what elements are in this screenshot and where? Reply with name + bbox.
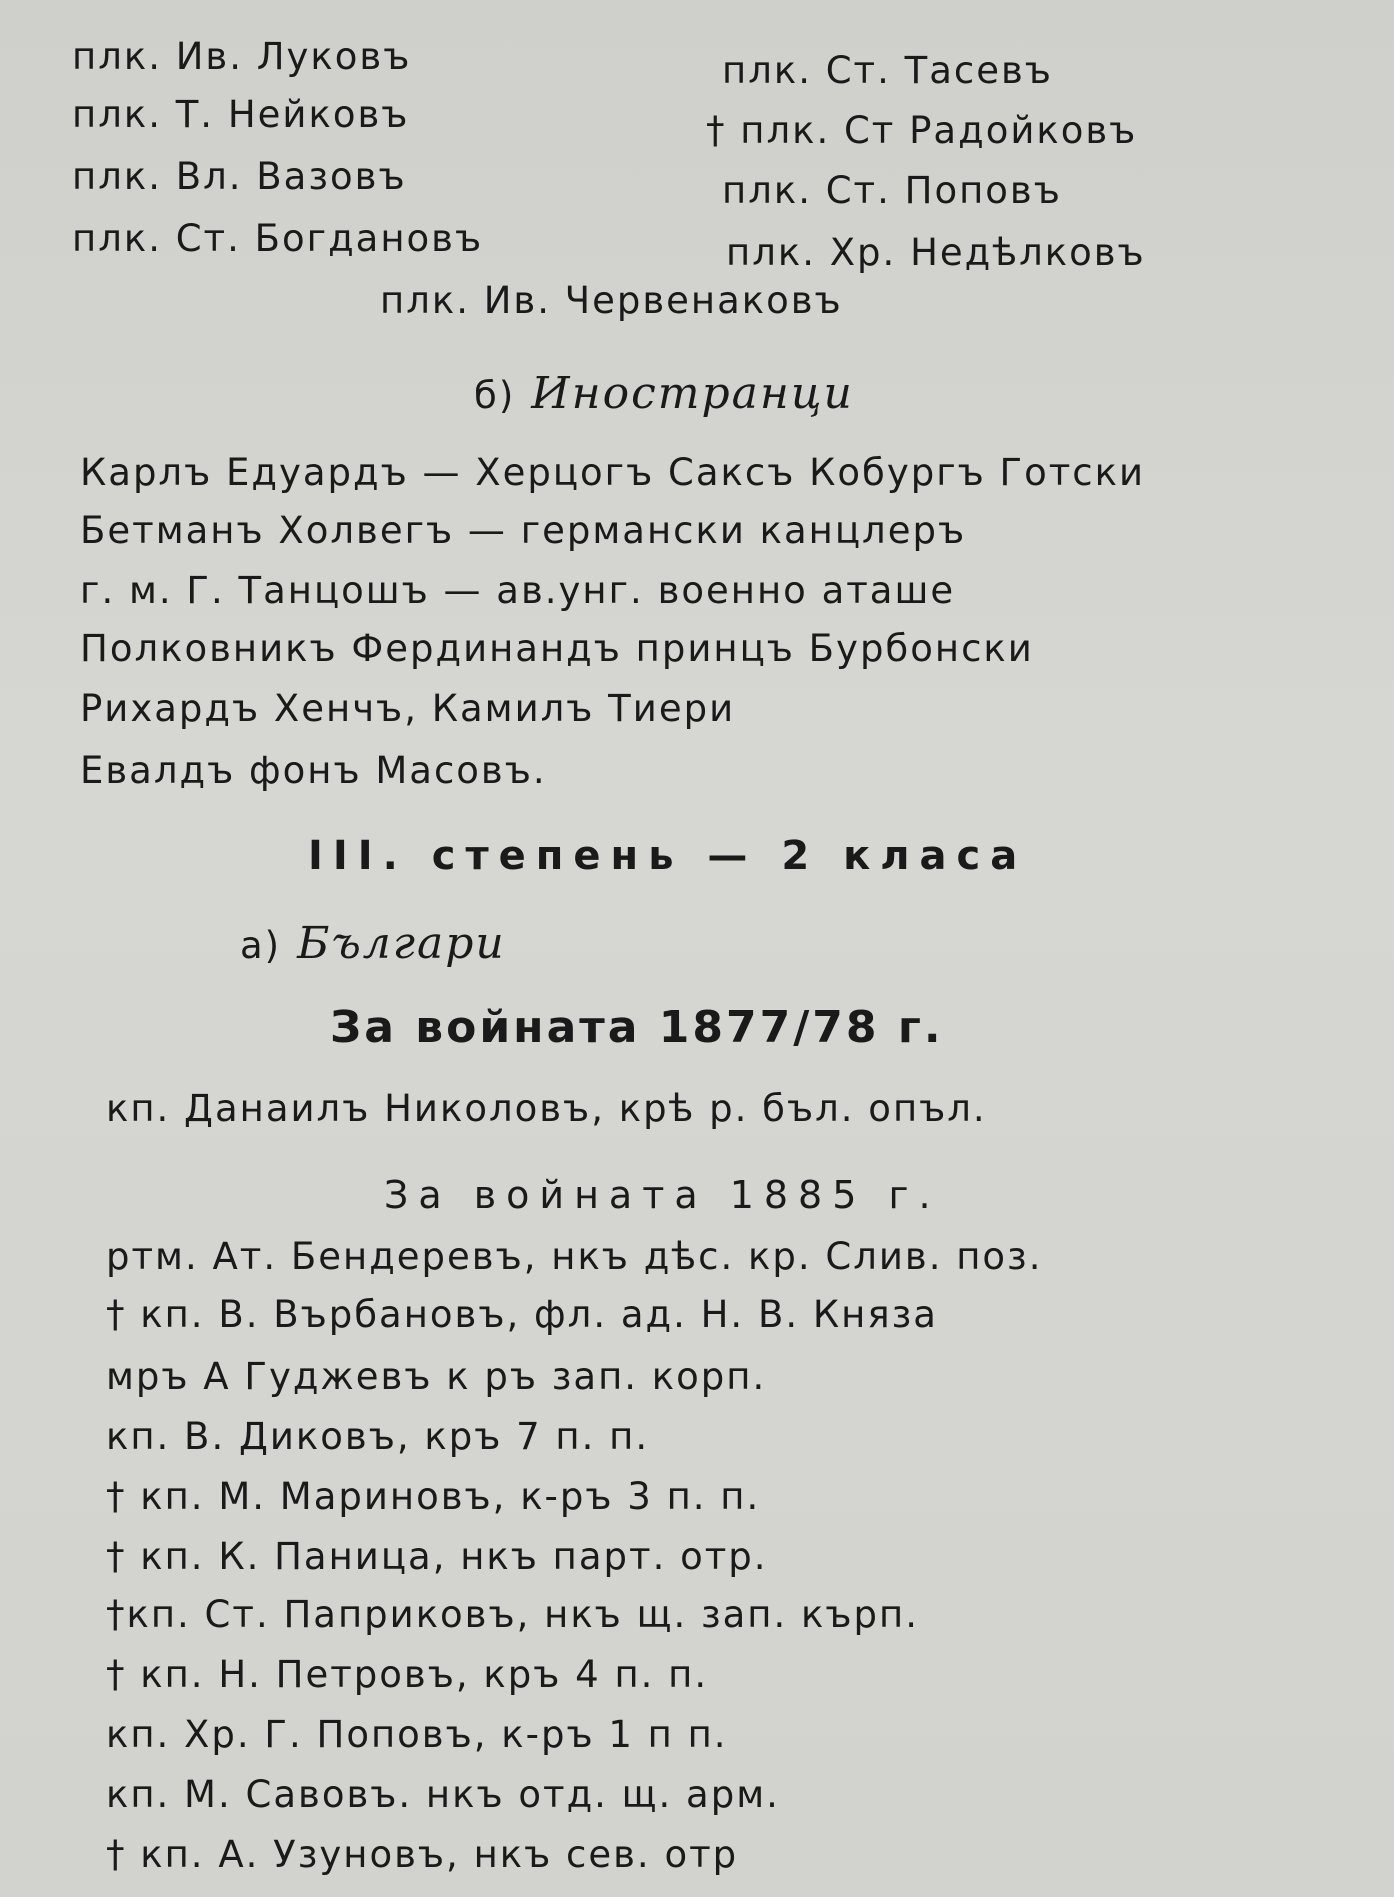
war-1885-entry: † кп. К. Паница, нкъ парт. отр. [106,1535,768,1578]
war-1885-entry: † кп. М. Мариновъ, к-ръ 3 п. п. [106,1475,761,1518]
war-1877-entry: кп. Данаилъ Николовъ, крѣ р. бъл. опъл. [106,1087,987,1130]
degree-heading: III. степень — 2 класа [308,833,1028,879]
top-list-center-item: плк. Ив. Червенаковъ [380,279,843,322]
war-1885-entry: мръ А Гуджевъ к ръ зап. корп. [106,1355,767,1398]
foreigners-label: б) [474,374,516,417]
foreigner-entry: Евалдъ фонъ Масовъ. [80,749,547,792]
war-1877-heading: За войната 1877/78 г. [330,1002,944,1053]
bulgarians-title: Българи [297,918,506,969]
war-1885-entry: † кп. В. Върбановъ, фл. ад. Н. В. Княза [106,1293,938,1336]
war-1885-entry: † кп. Н. Петровъ, кръ 4 п. п. [106,1653,709,1696]
top-list-right-item: † плк. Ст Радойковъ [706,109,1138,152]
war-1885-entry: кп. Хр. Г. Поповъ, к-ръ 1 п п. [106,1713,728,1756]
war-1885-heading: За войната 1885 г. [384,1173,941,1217]
war-1885-entry: кп. В. Диковъ, кръ 7 п. п. [106,1415,650,1458]
top-list-left-item: плк. Вл. Вазовъ [72,155,407,198]
top-list-right-item: плк. Ст. Поповъ [722,169,1062,212]
war-1885-entry: †кп. Ст. Паприковъ, нкъ щ. зап. кърп. [106,1593,919,1636]
foreigner-entry: Карлъ Едуардъ — Херцогъ Саксъ Кобургъ Готски [80,451,1146,494]
war-1885-entry: ртм. Ат. Бендеревъ, нкъ дѣс. кр. Слив. поз. [106,1235,1043,1278]
foreigner-entry: Бетманъ Холвегъ — германски канцлеръ [80,509,967,552]
bulgarians-heading [240,918,506,969]
top-list-right-item: плк. Ст. Тасевъ [722,49,1053,92]
top-list-left-item: плк. Т. Нейковъ [72,93,410,136]
foreigner-entry: Рихардъ Хенчъ, Камилъ Тиери [80,687,736,730]
top-list-right-item: плк. Хр. Недѣлковъ [726,231,1146,274]
foreigner-entry: г. м. Г. Танцошъ — ав.унг. военно аташе [80,569,956,612]
foreigners-heading [474,368,854,419]
war-1885-entry: кп. М. Савовъ. нкъ отд. щ. арм. [106,1773,780,1816]
foreigners-title: Иностранци [531,368,854,419]
bulgarians-label: а) [240,924,282,967]
top-list-left-item: плк. Ив. Луковъ [72,35,412,78]
foreigner-entry: Полковникъ Фердинандъ принцъ Бурбонски [80,627,1034,670]
top-list-left-item: плк. Ст. Богдановъ [72,217,484,260]
war-1885-entry: † кп. А. Узуновъ, нкъ сев. отр [106,1833,739,1876]
